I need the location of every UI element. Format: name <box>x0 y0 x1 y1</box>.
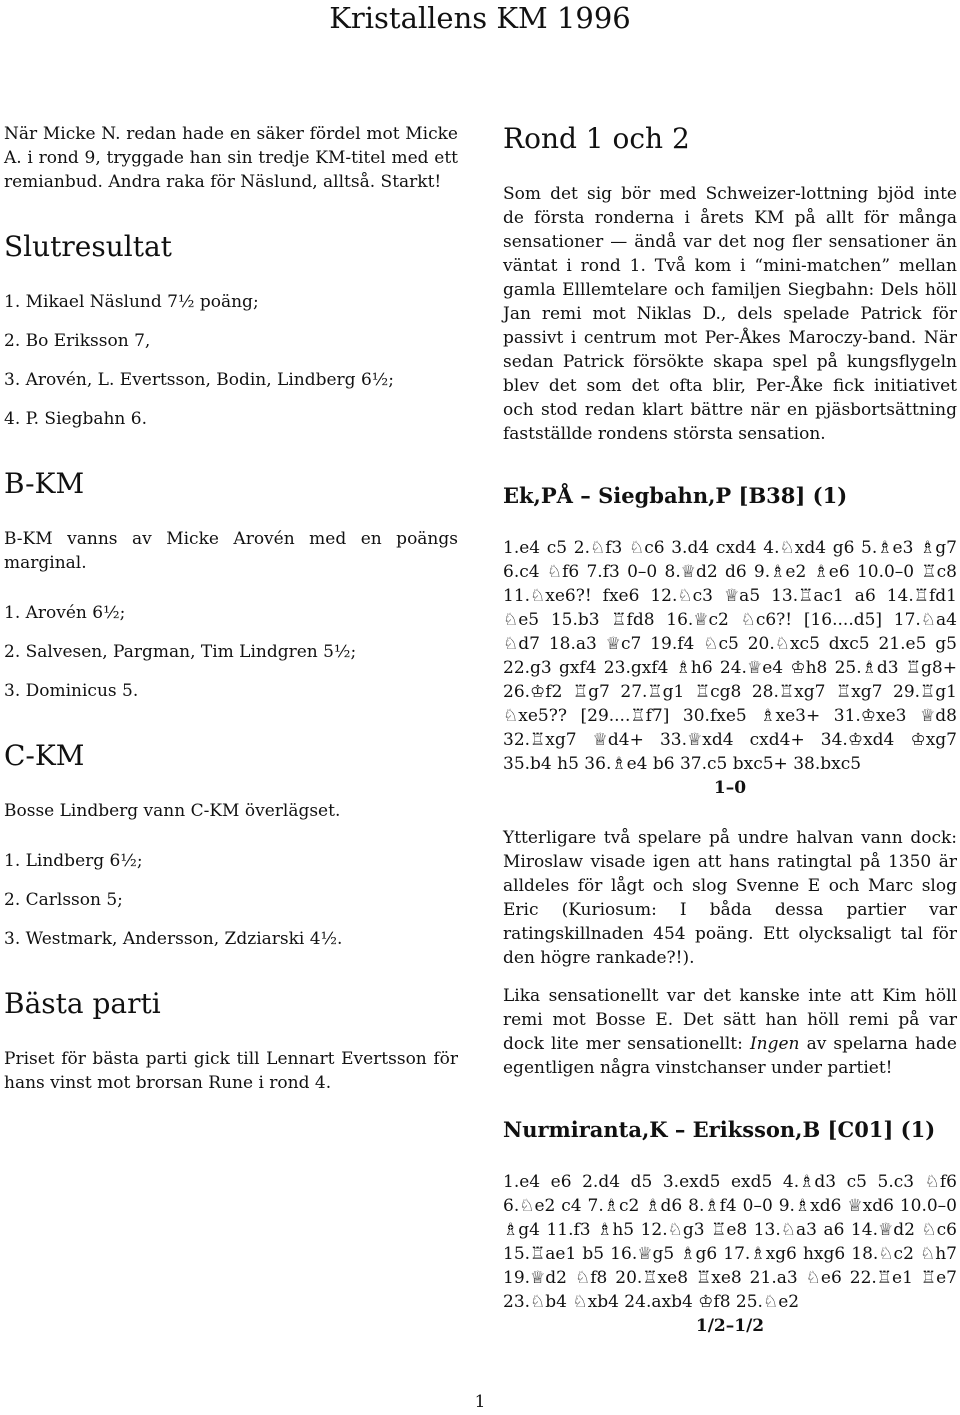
game2-heading: Nurmiranta,K – Eriksson,B [C01] (1) <box>503 1117 936 1142</box>
page-title: Kristallens KM 1996 <box>329 1 631 35</box>
basta-parti-paragraph: Priset för bästa parti gick till Lennart Evertsson för hans vinst mot brorsan Rune i rond 4. <box>4 1049 458 1093</box>
lika-text-before: Lika sensationellt var det kanske inte att Kim höll remi mot Bosse E. Det sätt han höll remi på var dock lite mer sensationellt: <box>503 986 957 1054</box>
list-item: 2. Salvesen, Pargman, Tim Lindgren 5½; <box>4 642 357 662</box>
lika-paragraph <box>503 984 957 1080</box>
ytterligare-paragraph: Ytterligare två spelare på undre halvan vann dock: Miroslaw visade igen att hans ratingtal på 1350 är alldeles för lågt och slog Svenne E och Marc slog Eric (Kuriosum: I båda dessa partier var ratingskillnaden 454 poäng. Ett olycksaligt tal för den högre rankade?!). <box>503 828 957 968</box>
rond-paragraph: Som det sig bör med Schweizer-lottning bjöd inte de första ronderna i årets KM på allt för många sensationer — ändå var det nog fler sensationer än väntat i rond 1. Två kom i “mini-matchen” mellan gamla Elllemtelare och familjen Siegbahn: Dels höll Jan remi mot Niklas D., dels spelade Patrick för passivt i centrum mot Per-Åkes Maroczy-band. När sedan Patrick försökte skapa spel på kungsflygeln blev det som det ofta blir, Per-Åke fick initiativet och stod redan klart bättre när en pjäsbortsättning fastställde rondens största sensation. <box>503 184 957 444</box>
rond-heading: Rond 1 och 2 <box>503 122 690 155</box>
left-column <box>4 122 458 1095</box>
game1-moves: 1.e4 c5 2.♘f3 ♘c6 3.d4 cxd4 4.♘xd4 g6 5.♗e3 ♗g7 6.c4 ♘f6 7.f3 0–0 8.♕d2 d6 9.♗e2 ♗e6 10.0–0 ♖c8 11.♘xe6?! fxe6 12.♘c3 ♕a5 13.♖ac1 a6 14.♖fd1 ♘e5 15.b3 ♖fd8 16.♕c2 ♘c6?! [16....d5] 17.♘a4 ♘d7 18.a3 ♕c7 19.f4 ♘c5 20.♘xc5 dxc5 21.e5 g5 22.g3 gxf4 23.gxf4 ♗h6 24.♕e4 ♔h8 25.♗d3 ♖g8+ 26.♔f2 ♖g7 27.♖g1 ♖cg8 28.♖xg7 ♖xg7 29.♖g1 ♘xe5?? [29....♖f7] 30.fxe5 ♗xe3+ 31.♔xe3 ♕d8 32.♖xg7 ♕d4+ 33.♕xd4 cxd4+ 34.♔xd4 ♔xg7 35.b4 h5 36.♗e4 b6 37.c5 bxc5+ 38.bxc5 <box>503 538 957 774</box>
intro-paragraph: När Micke N. redan hade en säker fördel mot Micke A. i rond 9, tryggade han sin tredje KM-titel med ett remianbud. Andra raka för Näslund, alltså. Starkt! <box>4 124 458 192</box>
ckm-list <box>4 849 458 951</box>
slutresultat-heading: Slutresultat <box>4 230 172 263</box>
list-item: 3. Dominicus 5. <box>4 681 139 701</box>
list-item: 1. Arovén 6½; <box>4 603 126 623</box>
bkm-list <box>4 601 458 703</box>
list-item: 1. Mikael Näslund 7½ poäng; <box>4 292 259 312</box>
lika-text-after: av spelarna hade egentligen några vinstchanser under partiet! <box>503 1034 957 1078</box>
ckm-paragraph: Bosse Lindberg vann C-KM överlägset. <box>4 801 341 821</box>
game1-result: 1–0 <box>713 778 747 798</box>
bkm-paragraph: B-KM vanns av Micke Arovén med en poängs marginal. <box>4 529 458 573</box>
slutresultat-list <box>4 290 458 431</box>
right-column <box>503 122 957 1338</box>
list-item: 2. Carlsson 5; <box>4 890 123 910</box>
ckm-heading: C-KM <box>4 739 85 772</box>
game1-heading: Ek,PÅ – Siegbahn,P [B38] (1) <box>503 483 848 508</box>
bkm-heading: B-KM <box>4 467 85 500</box>
lika-emphasis: Ingen <box>749 1034 800 1054</box>
list-item: 2. Bo Eriksson 7, <box>4 331 151 351</box>
page-number: 1 <box>474 1392 486 1412</box>
game2-result: 1/2–1/2 <box>695 1316 765 1336</box>
game2-moves: 1.e4 e6 2.d4 d5 3.exd5 exd5 4.♗d3 c5 5.c3 ♘f6 6.♘e2 c4 7.♗c2 ♗d6 8.♗f4 0–0 9.♗xd6 ♕xd6 10.0–0 ♗g4 11.f3 ♗h5 12.♘g3 ♖e8 13.♘a3 a6 14.♕d2 ♘c6 15.♖ae1 b5 16.♕g5 ♗g6 17.♗xg6 hxg6 18.♘c2 ♘h7 19.♕d2 ♘f8 20.♖xe8 ♖xe8 21.a3 ♘e6 22.♖e1 ♖e7 23.♘b4 ♘xb4 24.axb4 ♔f8 25.♘e2 <box>503 1172 957 1312</box>
list-item: 3. Arovén, L. Evertsson, Bodin, Lindberg 6½; <box>4 370 394 390</box>
list-item: 3. Westmark, Andersson, Zdziarski 4½. <box>4 929 343 949</box>
list-item: 4. P. Siegbahn 6. <box>4 409 147 429</box>
list-item: 1. Lindberg 6½; <box>4 851 143 871</box>
basta-parti-heading: Bästa parti <box>4 987 161 1020</box>
